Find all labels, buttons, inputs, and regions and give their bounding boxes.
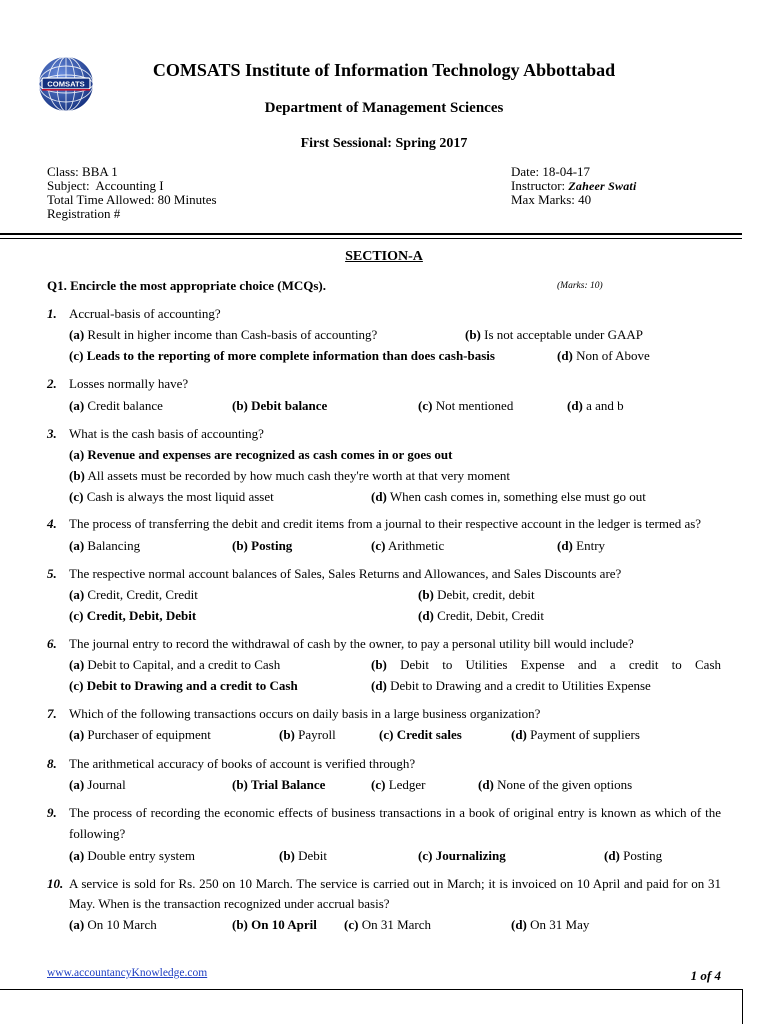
option-text: Debit to Utilities Expense and a credit to Cash bbox=[400, 657, 721, 672]
option-text: Debit, credit, debit bbox=[437, 587, 535, 602]
option-text: When cash comes in, something else must go out bbox=[389, 489, 646, 504]
option-text: Entry bbox=[576, 538, 606, 553]
department-title: Department of Management Sciences bbox=[264, 100, 504, 116]
option-text: None of the given options bbox=[497, 777, 633, 792]
class-info: Class: BBA 1 bbox=[47, 164, 118, 179]
q3-option-c bbox=[69, 489, 274, 504]
q7-option-d bbox=[511, 727, 640, 742]
q2-option-d bbox=[567, 398, 624, 413]
q4-option-c bbox=[371, 538, 444, 553]
q4-number: 4. bbox=[47, 516, 57, 531]
option-label: (c) bbox=[69, 489, 84, 504]
q9-text-line-1: The process of recording the economic effects of business transactions in a book of original entry is known as which of the bbox=[69, 805, 721, 820]
q10-option-c bbox=[344, 917, 431, 932]
option-text: Arithmetic bbox=[387, 538, 445, 553]
registration-info: Registration # bbox=[47, 206, 121, 221]
q10-option-b bbox=[232, 917, 317, 932]
option-label: (c) bbox=[371, 777, 386, 792]
q9-text-line-2: following? bbox=[69, 826, 126, 841]
option-label: (d) bbox=[418, 608, 434, 623]
option-text: Ledger bbox=[388, 777, 426, 792]
option-label: (b) bbox=[371, 657, 387, 672]
option-label: (d) bbox=[371, 489, 387, 504]
q1-text: Accrual-basis of accounting? bbox=[69, 306, 221, 321]
instructor-name: Zaheer Swati bbox=[568, 179, 637, 193]
time-info: Total Time Allowed: 80 Minutes bbox=[47, 192, 217, 207]
option-text: Result in higher income than Cash-basis of accounting? bbox=[87, 327, 378, 342]
q7-option-c bbox=[379, 727, 462, 742]
exam-title: First Sessional: Spring 2017 bbox=[300, 136, 468, 151]
q7-option-b bbox=[279, 727, 336, 742]
option-label: (c) bbox=[344, 917, 359, 932]
option-label: (c) bbox=[69, 608, 84, 623]
q1-option-c bbox=[69, 348, 495, 363]
q7-text: Which of the following transactions occurs on daily basis in a large business organization? bbox=[69, 706, 541, 721]
option-text: Debit to Drawing and a credit to Utilities Expense bbox=[390, 678, 651, 693]
institute-title: COMSATS Institute of Information Technology Abbottabad bbox=[152, 60, 616, 80]
option-text: a and b bbox=[586, 398, 624, 413]
option-text: Is not acceptable under GAAP bbox=[484, 327, 643, 342]
q3-number: 3. bbox=[47, 426, 57, 441]
q1-number: 1. bbox=[47, 306, 57, 321]
option-text: Cash is always the most liquid asset bbox=[86, 489, 274, 504]
q7-option-a bbox=[69, 727, 211, 742]
option-text: Double entry system bbox=[87, 848, 196, 863]
option-label: (d) bbox=[511, 917, 527, 932]
option-label: (a) bbox=[69, 398, 85, 413]
option-text: Payment of suppliers bbox=[530, 727, 640, 742]
q4-option-a bbox=[69, 538, 140, 553]
page-number: 1 of 4 bbox=[690, 968, 721, 983]
logo-text: COMSATS bbox=[47, 79, 85, 89]
page-edge-rule bbox=[742, 989, 743, 1024]
q10-text-line-2: May. When is the transaction recognized under accrual basis? bbox=[69, 896, 390, 911]
q10-number: 10. bbox=[47, 876, 64, 891]
q4-text: The process of transferring the debit and credit items from a journal to their respective account in the ledger is termed as? bbox=[69, 516, 702, 531]
option-text: Not mentioned bbox=[435, 398, 514, 413]
q6-option-b bbox=[371, 657, 721, 672]
option-label: (d) bbox=[604, 848, 620, 863]
option-label: (d) bbox=[567, 398, 583, 413]
option-label: (d) bbox=[557, 348, 573, 363]
option-text: Debit bbox=[298, 848, 328, 863]
q2-text: Losses normally have? bbox=[69, 376, 189, 391]
q7-number: 7. bbox=[47, 706, 57, 721]
option-label: (b) bbox=[232, 538, 248, 553]
option-label: (c) bbox=[371, 538, 386, 553]
subject-info: Subject: Accounting I bbox=[47, 178, 164, 193]
option-text: Credit, Debit, Debit bbox=[86, 608, 197, 623]
footer-rule bbox=[0, 989, 742, 990]
q4-option-d bbox=[557, 538, 605, 553]
option-text: On 31 May bbox=[530, 917, 590, 932]
instructor-label: Instructor: bbox=[511, 178, 566, 193]
q5-option-b bbox=[418, 587, 535, 602]
option-label: (a) bbox=[69, 587, 85, 602]
option-text: Credit, Credit, Credit bbox=[87, 587, 198, 602]
q2-option-b bbox=[232, 398, 327, 413]
option-label: (a) bbox=[69, 327, 85, 342]
option-text: Balancing bbox=[87, 538, 141, 553]
q8-option-c bbox=[371, 777, 426, 792]
q3-option-a bbox=[69, 447, 452, 462]
option-label: (d) bbox=[371, 678, 387, 693]
q5-option-a bbox=[69, 587, 198, 602]
q5-option-c bbox=[69, 608, 196, 623]
q6-option-a bbox=[69, 657, 280, 672]
q8-option-b bbox=[232, 777, 325, 792]
option-text: Credit sales bbox=[396, 727, 462, 742]
q8-text: The arithmetical accuracy of books of account is verified through? bbox=[69, 756, 416, 771]
q3-option-d bbox=[371, 489, 646, 504]
q6-option-d bbox=[371, 678, 651, 693]
option-text: Debit to Capital, and a credit to Cash bbox=[87, 657, 281, 672]
q9-option-c bbox=[418, 848, 506, 863]
option-text: All assets must be recorded by how much cash they're worth at that very moment bbox=[87, 468, 511, 483]
option-text: On 10 March bbox=[87, 917, 157, 932]
header-divider-thin bbox=[0, 238, 742, 239]
option-label: (b) bbox=[69, 468, 85, 483]
q1-option-b bbox=[465, 327, 643, 342]
option-text: Credit balance bbox=[87, 398, 163, 413]
option-label: (c) bbox=[379, 727, 394, 742]
option-label: (d) bbox=[478, 777, 494, 792]
q10-text-line-1: A service is sold for Rs. 250 on 10 March. The service is carried out in March; it is invoiced on 10 April and paid for on 31 bbox=[69, 876, 721, 891]
q4-option-b bbox=[232, 538, 292, 553]
q2-option-c bbox=[418, 398, 513, 413]
header-divider-thick bbox=[0, 233, 742, 235]
q1-option-d bbox=[557, 348, 650, 363]
option-text: Journalizing bbox=[435, 848, 506, 863]
option-text: Posting bbox=[251, 538, 293, 553]
q8-option-d bbox=[478, 777, 632, 792]
option-text: Payroll bbox=[298, 727, 336, 742]
q1-option-a bbox=[69, 327, 377, 342]
q9-option-a bbox=[69, 848, 195, 863]
q10-option-a bbox=[69, 917, 157, 932]
option-label: (c) bbox=[418, 848, 433, 863]
option-label: (b) bbox=[279, 727, 295, 742]
option-text: Posting bbox=[623, 848, 663, 863]
q10-option-d bbox=[511, 917, 589, 932]
q5-number: 5. bbox=[47, 566, 57, 581]
option-label: (b) bbox=[232, 398, 248, 413]
q6-option-c bbox=[69, 678, 298, 693]
option-label: (c) bbox=[418, 398, 433, 413]
question-group-title: Q1. Encircle the most appropriate choice (MCQs). bbox=[47, 278, 326, 293]
option-text: Purchaser of equipment bbox=[87, 727, 211, 742]
option-text: Debit to Drawing and a credit to Cash bbox=[86, 678, 298, 693]
option-label: (d) bbox=[511, 727, 527, 742]
option-label: (a) bbox=[69, 538, 85, 553]
option-text: Journal bbox=[87, 777, 126, 792]
option-label: (a) bbox=[69, 777, 85, 792]
option-text: Leads to the reporting of more complete information than does cash-basis bbox=[86, 348, 495, 363]
option-label: (a) bbox=[69, 727, 85, 742]
q6-number: 6. bbox=[47, 636, 57, 651]
option-text: On 10 April bbox=[251, 917, 317, 932]
q9-option-b bbox=[279, 848, 327, 863]
option-label: (c) bbox=[69, 348, 84, 363]
question-group-marks: (Marks: 10) bbox=[557, 281, 603, 291]
option-label: (d) bbox=[557, 538, 573, 553]
option-text: Revenue and expenses are recognized as cash comes in or goes out bbox=[87, 447, 453, 462]
q2-number: 2. bbox=[47, 376, 57, 391]
option-text: On 31 March bbox=[361, 917, 432, 932]
option-label: (b) bbox=[232, 777, 248, 792]
option-label: (a) bbox=[69, 848, 85, 863]
q2-option-a bbox=[69, 398, 163, 413]
q9-option-d bbox=[604, 848, 662, 863]
option-label: (b) bbox=[418, 587, 434, 602]
q8-option-a bbox=[69, 777, 126, 792]
q5-text: The respective normal account balances of Sales, Sales Returns and Allowances, and Sales Discounts are? bbox=[69, 566, 622, 581]
footer-link[interactable]: www.accountancyKnowledge.com bbox=[47, 967, 208, 979]
option-label: (b) bbox=[279, 848, 295, 863]
max-marks-info: Max Marks: 40 bbox=[511, 192, 592, 207]
option-text: Trial Balance bbox=[250, 777, 326, 792]
option-label: (b) bbox=[465, 327, 481, 342]
option-text: Debit balance bbox=[251, 398, 328, 413]
option-label: (a) bbox=[69, 447, 85, 462]
option-text: Credit, Debit, Credit bbox=[437, 608, 545, 623]
option-label: (c) bbox=[69, 678, 84, 693]
q9-number: 9. bbox=[47, 805, 57, 820]
q5-option-d bbox=[418, 608, 544, 623]
option-text: Non of Above bbox=[576, 348, 650, 363]
q6-text: The journal entry to record the withdrawal of cash by the owner, to pay a personal utility bill would include? bbox=[69, 636, 634, 651]
section-heading: SECTION-A bbox=[345, 249, 423, 264]
option-label: (a) bbox=[69, 657, 85, 672]
date-info: Date: 18-04-17 bbox=[511, 164, 591, 179]
option-label: (a) bbox=[69, 917, 85, 932]
q3-option-b bbox=[69, 468, 510, 483]
q3-text: What is the cash basis of accounting? bbox=[69, 426, 264, 441]
q8-number: 8. bbox=[47, 756, 57, 771]
option-label: (b) bbox=[232, 917, 248, 932]
